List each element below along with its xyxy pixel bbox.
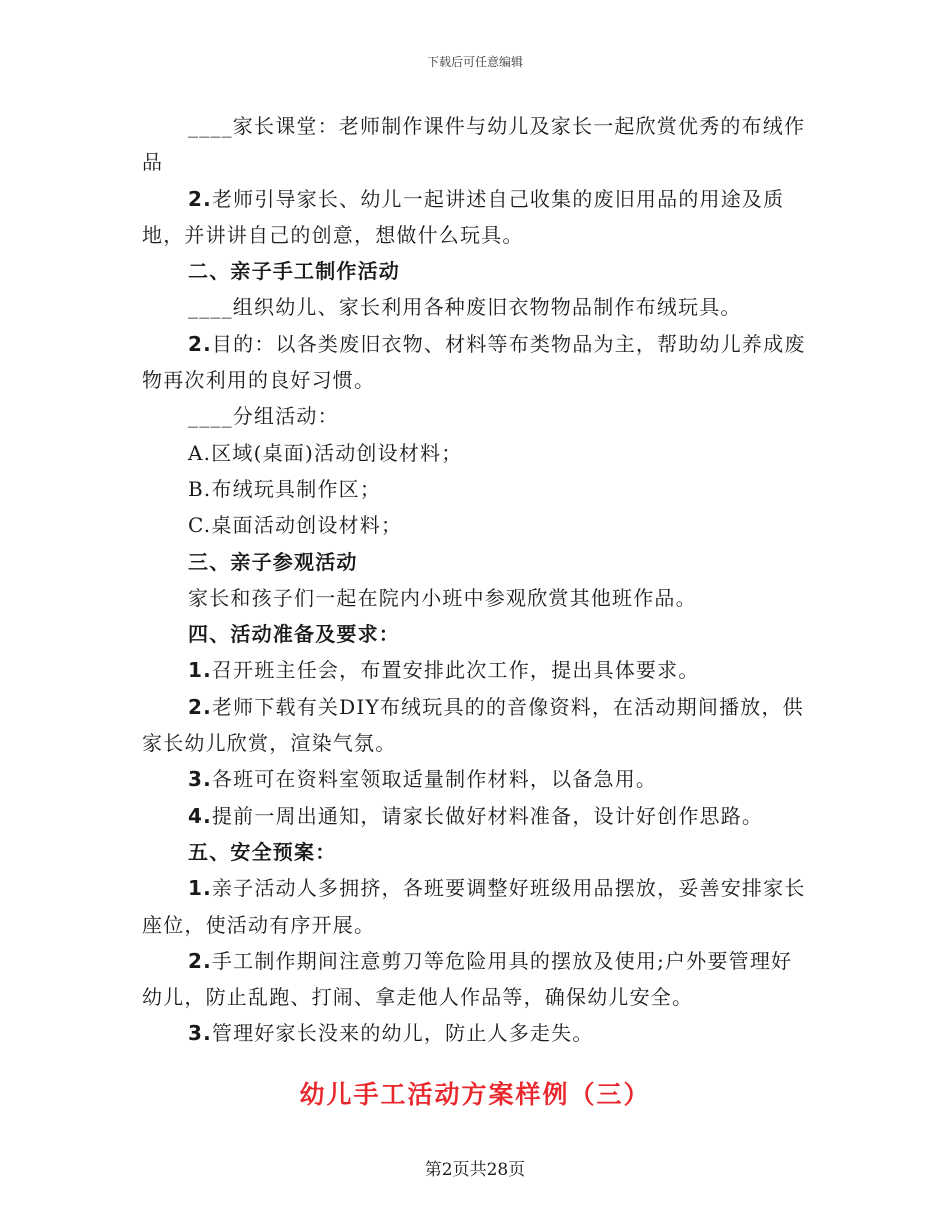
numbered-paragraph [142, 181, 808, 254]
item-number: 3. [188, 1021, 212, 1046]
numbered-paragraph [142, 689, 808, 762]
numbered-paragraph [142, 761, 808, 797]
section-title: 幼儿手工活动方案样例（三） [299, 1080, 651, 1109]
item-number: 2. [188, 948, 212, 973]
item-number: 3. [188, 767, 212, 792]
paragraph-text: A.区域(桌面)活动创设材料； [188, 440, 463, 465]
paragraph-text: 目的：以各类废旧衣物、材料等布类物品为主，帮助幼儿养成废物再次利用的良好习惯。 [142, 331, 806, 393]
paragraph-text: B.布绒玩具制作区； [188, 476, 382, 501]
paragraph-text: 老师引导家长、幼儿一起讲述自己收集的废旧用品的用途及质地，并讲讲自己的创意，想做什么玩具。 [142, 186, 785, 247]
page-header: 下载后可任意编辑 [426, 55, 523, 69]
paragraph-text: 亲子活动人多拥挤，各班要调整好班级用品摆放，妥善安排家长座位，使活动有序开展。 [142, 876, 806, 937]
section-heading: 二、亲子手工制作活动 [188, 259, 400, 284]
item-number: 2. [188, 331, 212, 356]
paragraph [142, 580, 808, 616]
paragraph-text: 各班可在资料室领取适量制作材料，以备急用。 [211, 767, 658, 792]
paragraph-text: 提前一周出通知，请家长做好材料准备，设计好创作思路。 [211, 803, 764, 828]
numbered-paragraph [142, 870, 808, 943]
paragraph-text: 手工制作期间注意剪刀等危险用具的摆放及使用;户外要管理好幼儿，防止乱跑、打闹、拿走他人作品等，确保幼儿安全。 [142, 948, 793, 1010]
paragraph-text: 召开班主任会，布置安排此次工作，提出具体要求。 [211, 658, 700, 683]
document-body [142, 108, 808, 1052]
numbered-paragraph [142, 798, 808, 834]
numbered-paragraph [142, 1015, 808, 1051]
item-number: 1. [188, 658, 212, 683]
section-heading: 五、安全预案： [188, 839, 337, 864]
list-item [142, 471, 808, 507]
numbered-paragraph [142, 652, 808, 688]
paragraph-text: 家长和孩子们一起在院内小班中参观欣赏其他班作品。 [188, 585, 697, 610]
item-number: 1. [188, 876, 212, 901]
section-heading: 三、亲子参观活动 [188, 549, 358, 574]
paragraph [142, 108, 808, 181]
paragraph-text: C.桌面活动创设材料； [188, 513, 403, 538]
numbered-paragraph [142, 326, 808, 399]
page-number-footer: 第2页共28页 [424, 1160, 526, 1180]
item-number: 2. [188, 186, 212, 211]
paragraph-text: ____家长课堂：老师制作课件与幼儿及家长一起欣赏优秀的布绒作品 [142, 114, 806, 175]
list-item [142, 435, 808, 471]
paragraph-text: 管理好家长没来的幼儿，防止人多走失。 [211, 1021, 594, 1046]
paragraph-text: ____组织幼儿、家长利用各种废旧衣物物品制作布绒玩具。 [188, 295, 742, 320]
paragraph [142, 289, 808, 325]
paragraph-text: ____分组活动： [188, 404, 339, 429]
list-item [142, 507, 808, 543]
item-number: 2. [188, 694, 212, 719]
section-heading: 四、活动准备及要求： [188, 622, 400, 647]
paragraph-text: 老师下载有关DIY布绒玩具的的音像资料，在活动期间播放，供家长幼儿欣赏，渲染气氛。 [142, 694, 804, 756]
numbered-paragraph [142, 943, 808, 1016]
paragraph [142, 398, 808, 434]
item-number: 4. [188, 803, 212, 828]
